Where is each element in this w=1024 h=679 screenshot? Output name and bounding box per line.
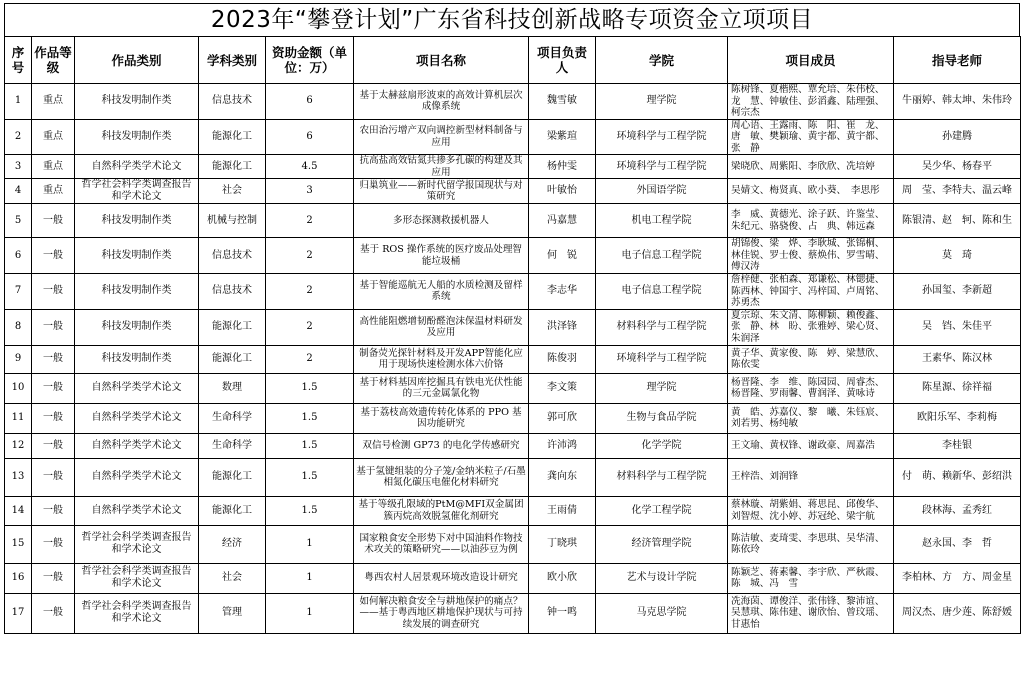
cell-leader: 杨仲雯 [529, 155, 596, 179]
cell-members: 吴婧文、梅贤真、欧小葵、 李思彤 [728, 179, 894, 204]
cell-leader: 陈俊羽 [529, 345, 596, 373]
cell-discipline: 能源化工 [199, 119, 266, 155]
cell-category: 哲学社会科学类调查报告和学术论文 [75, 563, 199, 593]
cell-discipline: 经济 [199, 525, 266, 563]
cell-index: 9 [5, 345, 32, 373]
cell-amount: 1 [266, 525, 354, 563]
table-row [5, 593, 1021, 633]
cell-index: 1 [5, 84, 32, 120]
cell-members: 陈树锋、夏楷熙、覃允培、朱伟校、龙 慧、钟敏佳、彭滔鑫、陆理强、柯宗杰 [728, 84, 894, 120]
cell-leader: 欧小欣 [529, 563, 596, 593]
cell-advisor: 孙建腾 [894, 119, 1021, 155]
cell-category: 科技发明制作类 [75, 204, 199, 238]
cell-project: 基于 ROS 操作系统的医疗废品处理智能垃圾桶 [354, 238, 529, 274]
table-row [5, 525, 1021, 563]
cell-level: 一般 [32, 458, 75, 496]
cell-amount: 4.5 [266, 155, 354, 179]
cell-discipline: 能源化工 [199, 345, 266, 373]
cell-level: 重点 [32, 119, 75, 155]
cell-category: 自然科学类学术论文 [75, 496, 199, 525]
cell-college: 机电工程学院 [596, 204, 728, 238]
cell-index: 14 [5, 496, 32, 525]
cell-project: 基于等级孔限域的PtM@MFI双金属团簇丙烷高效脱氢催化剂研究 [354, 496, 529, 525]
cell-category: 科技发明制作类 [75, 84, 199, 120]
cell-leader: 李志华 [529, 274, 596, 310]
cell-level: 一般 [32, 345, 75, 373]
cell-amount: 2 [266, 204, 354, 238]
cell-index: 6 [5, 238, 32, 274]
cell-discipline: 信息技术 [199, 274, 266, 310]
cell-project: 归巢筑业——新时代留学报国现状与对策研究 [354, 179, 529, 204]
cell-college: 理学院 [596, 373, 728, 403]
cell-advisor: 李桂银 [894, 433, 1021, 458]
cell-project: 国家粮食安全形势下对中国油料作物技术攻关的策略研究——以油莎豆为例 [354, 525, 529, 563]
cell-college: 材料科学与工程学院 [596, 458, 728, 496]
cell-index: 2 [5, 119, 32, 155]
cell-discipline: 能源化工 [199, 458, 266, 496]
cell-leader: 许沛鸿 [529, 433, 596, 458]
cell-index: 8 [5, 309, 32, 345]
cell-discipline: 生命科学 [199, 403, 266, 433]
cell-discipline: 信息技术 [199, 238, 266, 274]
cell-level: 一般 [32, 496, 75, 525]
cell-amount: 1 [266, 563, 354, 593]
cell-amount: 1 [266, 593, 354, 633]
cell-members: 李 威、黄德光、涂子跃、许鉴莹、朱纪元、骆骁俊、占 典、韩远森 [728, 204, 894, 238]
cell-index: 7 [5, 274, 32, 310]
cell-index: 5 [5, 204, 32, 238]
cell-project: 农田治污增产双向调控新型材料制备与应用 [354, 119, 529, 155]
header-advisor: 指导老师 [894, 37, 1021, 84]
table-header-row [5, 37, 1021, 84]
cell-amount: 1.5 [266, 458, 354, 496]
header-members: 项目成员 [728, 37, 894, 84]
cell-advisor: 王素华、陈汉林 [894, 345, 1021, 373]
cell-leader: 洪泽锋 [529, 309, 596, 345]
page-title: 2023年“攀登计划”广东省科技创新战略专项资金立项项目 [4, 3, 1020, 36]
cell-discipline: 能源化工 [199, 309, 266, 345]
cell-college: 化学工程学院 [596, 496, 728, 525]
cell-leader: 梁紫瑄 [529, 119, 596, 155]
cell-category: 科技发明制作类 [75, 119, 199, 155]
cell-college: 马克思学院 [596, 593, 728, 633]
cell-discipline: 能源化工 [199, 155, 266, 179]
cell-members: 黄 皓、苏嘉仪、黎 曦、朱钰宸、刘若男、杨纯敏 [728, 403, 894, 433]
cell-project: 制备荧光探针材料及开发APP智能化应用于现场快速检测水体六价铬 [354, 345, 529, 373]
cell-college: 生物与食品学院 [596, 403, 728, 433]
cell-index: 4 [5, 179, 32, 204]
cell-project: 高性能阻燃增韧酚醛泡沫保温材料研发及应用 [354, 309, 529, 345]
cell-leader: 郭可欣 [529, 403, 596, 433]
cell-discipline: 机械与控制 [199, 204, 266, 238]
cell-members: 周心语、王露雨、陈 阳、崔 龙、唐 敏、樊颖瑜、黄宇都、黄宇都、张 静 [728, 119, 894, 155]
header-leader: 项目负责人 [529, 37, 596, 84]
cell-members: 冼海茵、谭俊洋、张伟锋、黎沛谊、吴慧琪、陈伟建、谢欣怡、曾玟瑶、甘惠怡 [728, 593, 894, 633]
cell-category: 科技发明制作类 [75, 238, 199, 274]
cell-advisor: 付 萌、赖新华、彭绍洪 [894, 458, 1021, 496]
table-row [5, 433, 1021, 458]
cell-amount: 6 [266, 119, 354, 155]
cell-project: 基于荔枝高效遗传转化体系的 PPO 基因功能研究 [354, 403, 529, 433]
cell-amount: 2 [266, 238, 354, 274]
cell-advisor: 吴 铛、朱佳平 [894, 309, 1021, 345]
cell-category: 科技发明制作类 [75, 345, 199, 373]
cell-advisor: 周 莹、李特夫、温云峰 [894, 179, 1021, 204]
cell-category: 科技发明制作类 [75, 274, 199, 310]
cell-index: 11 [5, 403, 32, 433]
table-row [5, 309, 1021, 345]
cell-members: 詹梓健、张柏森、郑谦松、林锶捷、陈西林、钟国宇、冯梓国、卢周铭、苏勇杰 [728, 274, 894, 310]
cell-level: 一般 [32, 373, 75, 403]
cell-college: 环境科学与工程学院 [596, 345, 728, 373]
cell-discipline: 管理 [199, 593, 266, 633]
table-row [5, 84, 1021, 120]
cell-advisor: 孙国玺、李新超 [894, 274, 1021, 310]
cell-advisor: 吴少华、杨春平 [894, 155, 1021, 179]
cell-discipline: 信息技术 [199, 84, 266, 120]
cell-index: 3 [5, 155, 32, 179]
cell-college: 经济管理学院 [596, 525, 728, 563]
cell-level: 一般 [32, 433, 75, 458]
cell-college: 环境科学与工程学院 [596, 119, 728, 155]
cell-amount: 2 [266, 309, 354, 345]
cell-advisor: 陈银清、赵 轲、陈和生 [894, 204, 1021, 238]
table-row [5, 345, 1021, 373]
cell-category: 科技发明制作类 [75, 309, 199, 345]
cell-leader: 叶敏怡 [529, 179, 596, 204]
cell-leader: 冯嘉慧 [529, 204, 596, 238]
cell-category: 自然科学类学术论文 [75, 373, 199, 403]
cell-advisor: 段林海、孟秀红 [894, 496, 1021, 525]
cell-amount: 1.5 [266, 373, 354, 403]
cell-members: 王梓浩、刘润锋 [728, 458, 894, 496]
cell-project: 双信号检测 GP73 的电化学传感研究 [354, 433, 529, 458]
header-amount: 资助金额（单位：万） [266, 37, 354, 84]
cell-advisor: 欧阳乐军、李莉梅 [894, 403, 1021, 433]
cell-project: 基于太赫兹扇形波束的高效计算机层次成像系统 [354, 84, 529, 120]
cell-amount: 1.5 [266, 496, 354, 525]
cell-project: 如何解决粮食安全与耕地保护的痛点？——基于粤西地区耕地保护现状与可持续发展的调查研究 [354, 593, 529, 633]
cell-index: 12 [5, 433, 32, 458]
header-category: 作品类别 [75, 37, 199, 84]
cell-college: 艺术与设计学院 [596, 563, 728, 593]
table-body [5, 84, 1021, 634]
cell-category: 哲学社会科学类调查报告和学术论文 [75, 593, 199, 633]
cell-project: 抗高盐高效钴氮共掺多孔碳的构建及其应用 [354, 155, 529, 179]
cell-level: 一般 [32, 525, 75, 563]
cell-index: 16 [5, 563, 32, 593]
cell-discipline: 社会 [199, 563, 266, 593]
cell-amount: 6 [266, 84, 354, 120]
cell-members: 蔡林璇、胡紫娟、蒋思昆、邱俊华、刘智煜、沈小婷、苏冠纶、梁宇航 [728, 496, 894, 525]
cell-members: 夏宗琼、朱文清、陈柳颖、赖俊鑫、张 静、林 盼、张雅婷、梁心贤、朱润泽 [728, 309, 894, 345]
cell-level: 一般 [32, 204, 75, 238]
cell-category: 自然科学类学术论文 [75, 433, 199, 458]
table-row [5, 238, 1021, 274]
table-row [5, 496, 1021, 525]
cell-category: 自然科学类学术论文 [75, 155, 199, 179]
table-row [5, 179, 1021, 204]
table-row [5, 274, 1021, 310]
cell-leader: 李文策 [529, 373, 596, 403]
cell-level: 一般 [32, 274, 75, 310]
cell-project: 基于智能巡航无人船的水质检测及留样系统 [354, 274, 529, 310]
cell-leader: 龚向东 [529, 458, 596, 496]
cell-members: 黄子华、黄家俊、陈 婷、梁慧欣、陈依雯 [728, 345, 894, 373]
table-row [5, 155, 1021, 179]
cell-leader: 王雨倩 [529, 496, 596, 525]
cell-level: 一般 [32, 238, 75, 274]
cell-category: 哲学社会科学类调查报告和学术论文 [75, 179, 199, 204]
cell-index: 10 [5, 373, 32, 403]
header-level: 作品等级 [32, 37, 75, 84]
cell-level: 一般 [32, 593, 75, 633]
cell-leader: 丁晓琪 [529, 525, 596, 563]
cell-index: 13 [5, 458, 32, 496]
cell-members: 陈洁敏、麦琦雯、李思琪、吴华清、陈依玲 [728, 525, 894, 563]
table-row [5, 458, 1021, 496]
cell-leader: 钟一鸣 [529, 593, 596, 633]
cell-amount: 1.5 [266, 403, 354, 433]
projects-table [4, 36, 1021, 634]
cell-amount: 3 [266, 179, 354, 204]
cell-advisor: 牛丽婷、韩太坤、朱伟玲 [894, 84, 1021, 120]
cell-college: 外国语学院 [596, 179, 728, 204]
cell-college: 材料科学与工程学院 [596, 309, 728, 345]
cell-amount: 2 [266, 345, 354, 373]
table-row [5, 204, 1021, 238]
cell-members: 王文瑜、黄权锋、谢政豪、周嘉浩 [728, 433, 894, 458]
cell-discipline: 能源化工 [199, 496, 266, 525]
cell-leader: 魏雪敏 [529, 84, 596, 120]
cell-members: 杨晋隆、李 维、陈园园、周睿杰、杨晋隆、罗雨馨、曹润泽、黄咏诗 [728, 373, 894, 403]
cell-college: 环境科学与工程学院 [596, 155, 728, 179]
cell-college: 化学学院 [596, 433, 728, 458]
cell-level: 重点 [32, 179, 75, 204]
cell-advisor: 周汉杰、唐少莲、陈舒媛 [894, 593, 1021, 633]
cell-level: 一般 [32, 309, 75, 345]
cell-college: 理学院 [596, 84, 728, 120]
header-college: 学院 [596, 37, 728, 84]
cell-category: 自然科学类学术论文 [75, 458, 199, 496]
cell-level: 一般 [32, 403, 75, 433]
cell-project: 基于材料基因库挖掘具有铁电光伏性能的三元金属氯化物 [354, 373, 529, 403]
cell-level: 重点 [32, 84, 75, 120]
cell-advisor: 李柏林、方 方、周金星 [894, 563, 1021, 593]
cell-discipline: 数理 [199, 373, 266, 403]
cell-leader: 何 锐 [529, 238, 596, 274]
cell-project: 基于氢键组装的分子笼/金纳米粒子/石墨相氮化碳压电催化材料研究 [354, 458, 529, 496]
cell-project: 粤西农村人居景观环境改造设计研究 [354, 563, 529, 593]
header-discipline: 学科类别 [199, 37, 266, 84]
cell-level: 重点 [32, 155, 75, 179]
cell-level: 一般 [32, 563, 75, 593]
table-row [5, 403, 1021, 433]
cell-category: 自然科学类学术论文 [75, 403, 199, 433]
table-row [5, 119, 1021, 155]
table-row [5, 373, 1021, 403]
cell-discipline: 生命科学 [199, 433, 266, 458]
header-index: 序号 [5, 37, 32, 84]
cell-project: 多形态探测救援机器人 [354, 204, 529, 238]
cell-category: 哲学社会科学类调查报告和学术论文 [75, 525, 199, 563]
cell-college: 电子信息工程学院 [596, 274, 728, 310]
cell-index: 15 [5, 525, 32, 563]
header-project: 项目名称 [354, 37, 529, 84]
cell-advisor: 莫 琦 [894, 238, 1021, 274]
cell-members: 胡锦俊、梁 烨、李耿城、张锦桐、林佳锐、罗士俊、蔡焕伟、罗雪晴、傅汉涛 [728, 238, 894, 274]
cell-index: 17 [5, 593, 32, 633]
cell-college: 电子信息工程学院 [596, 238, 728, 274]
cell-advisor: 陈星源、徐祥福 [894, 373, 1021, 403]
cell-amount: 1.5 [266, 433, 354, 458]
table-row [5, 563, 1021, 593]
cell-discipline: 社会 [199, 179, 266, 204]
cell-members: 陈颖芝、蒋素馨、李宇欣、严秋霞、陈 城、冯 雪 [728, 563, 894, 593]
cell-amount: 2 [266, 274, 354, 310]
cell-advisor: 赵永国、李 哲 [894, 525, 1021, 563]
cell-members: 梁晓欣、周紫阳、李欣欣、冼培婷 [728, 155, 894, 179]
